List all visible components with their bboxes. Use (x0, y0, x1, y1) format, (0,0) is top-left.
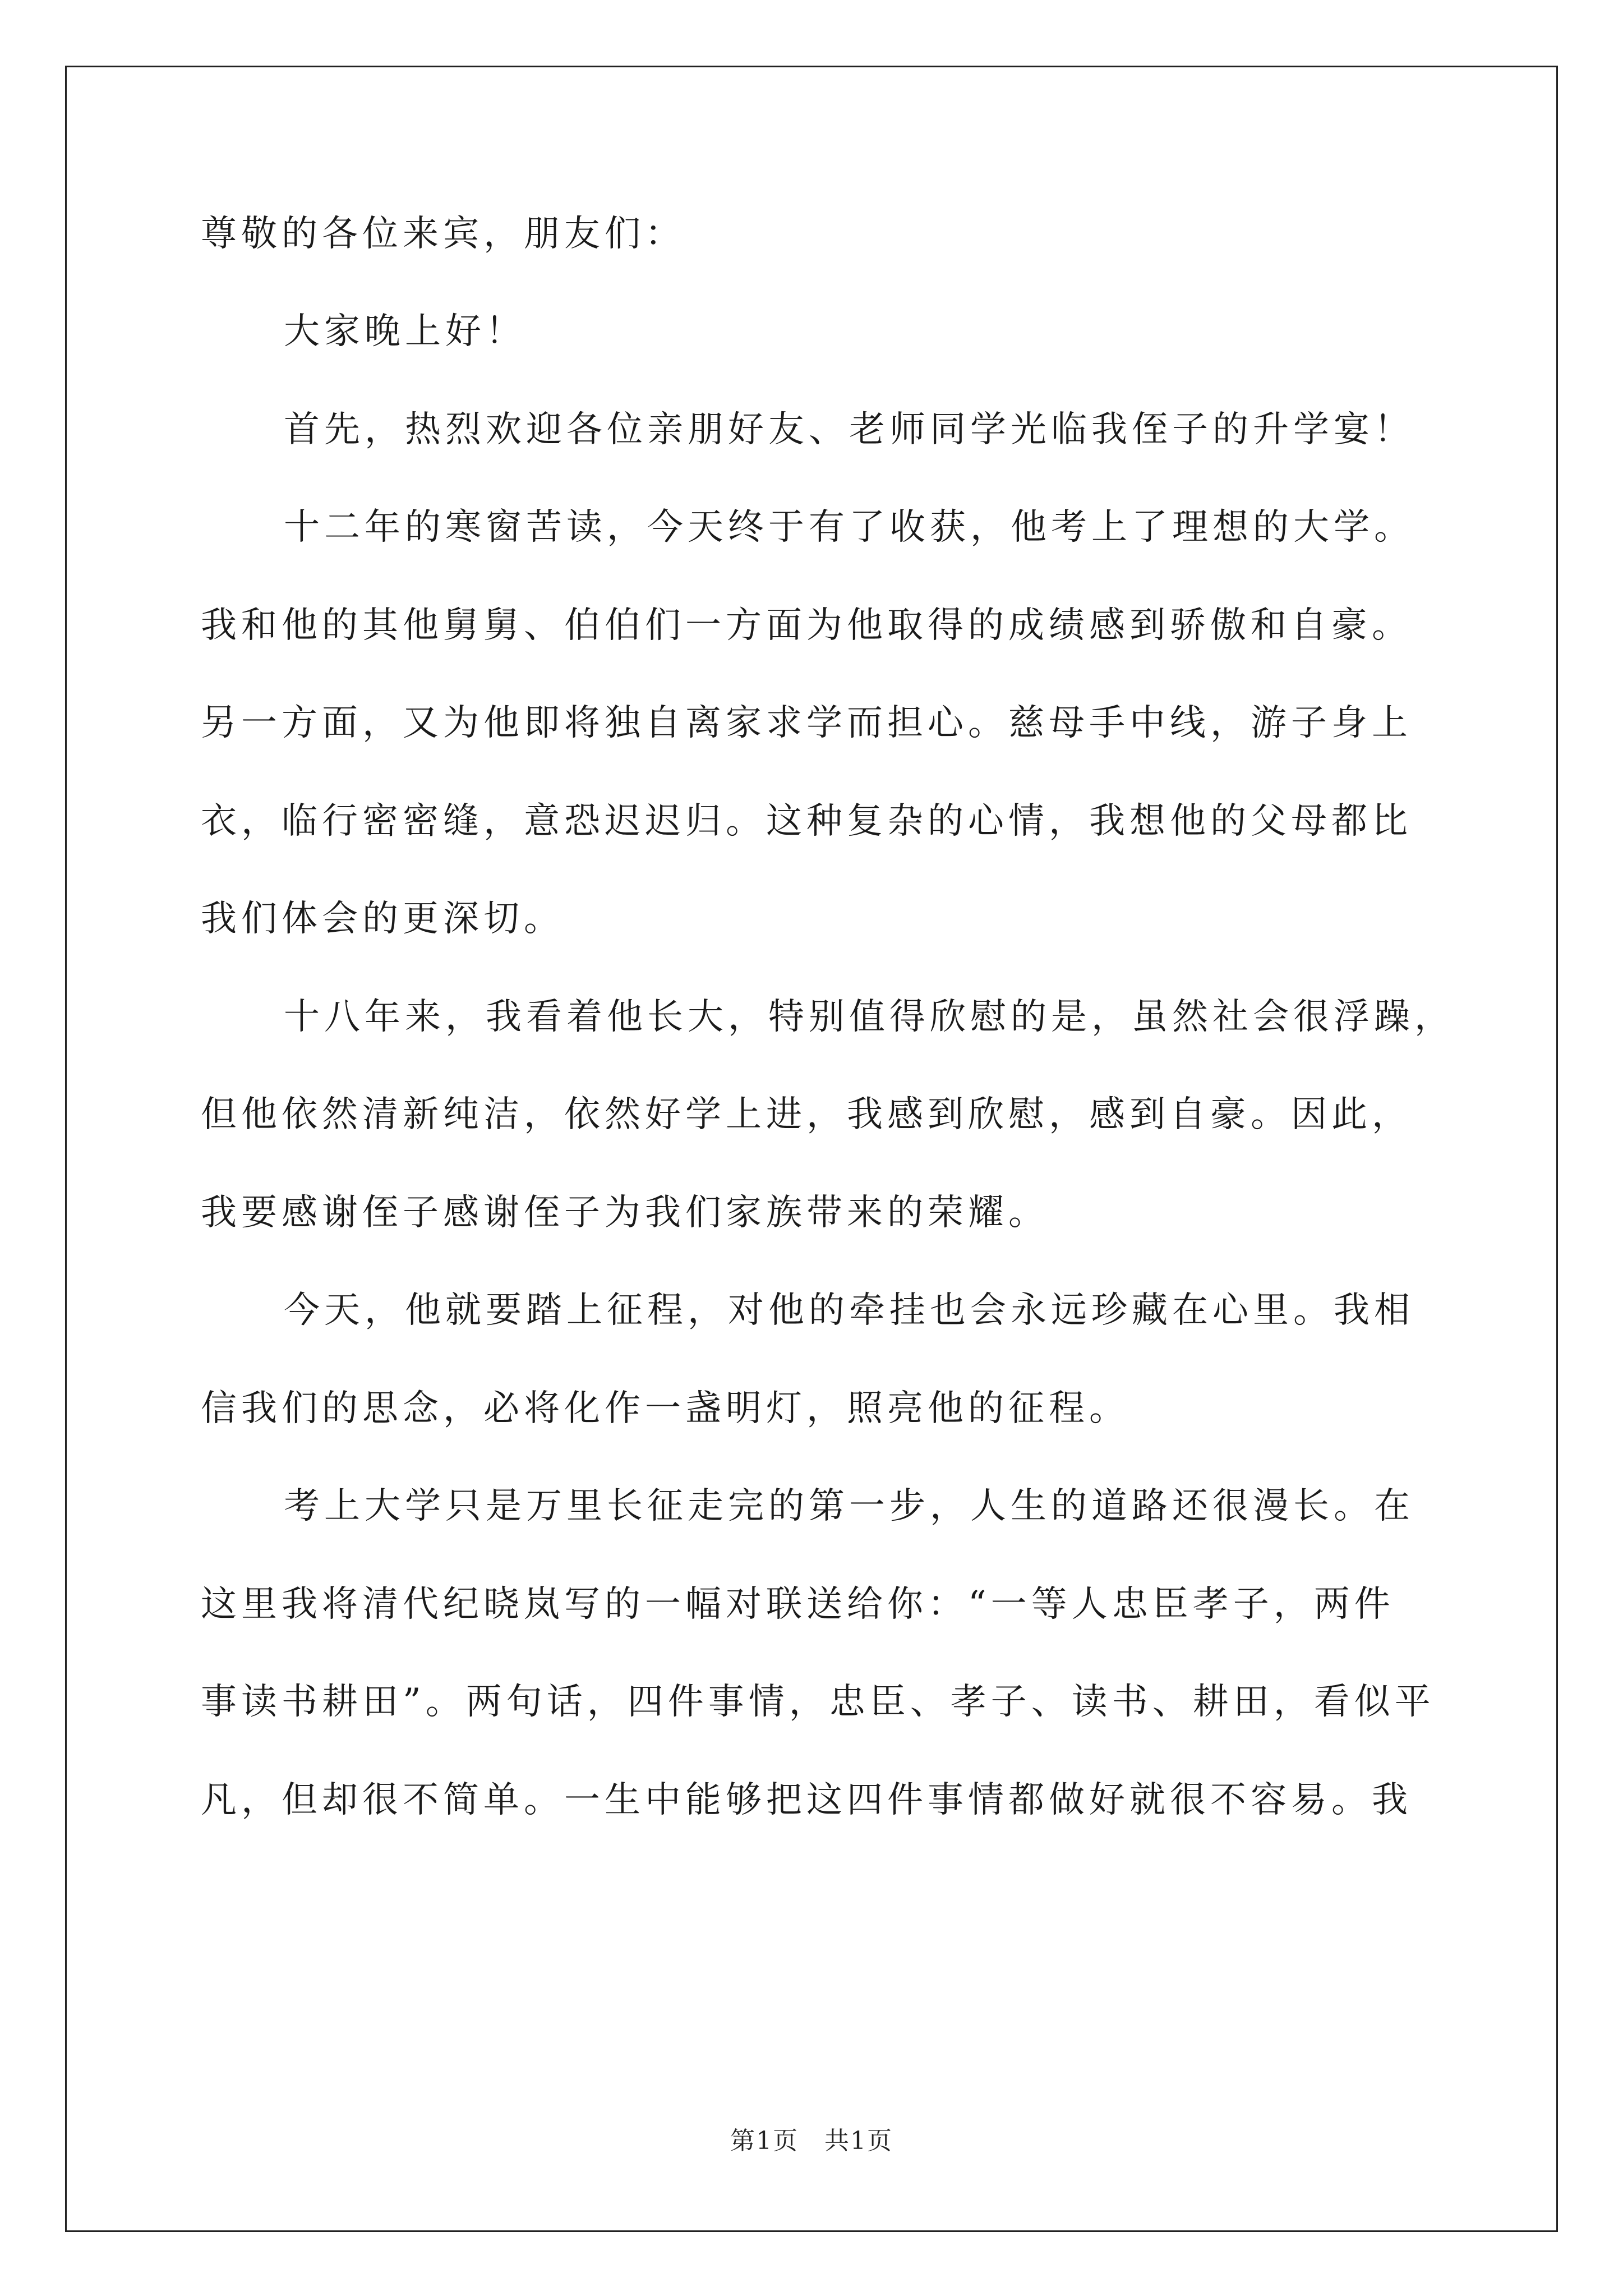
text-line: 另一方面，又为他即将独自离家求学而担心。慈母手中线，游子身上 (201, 702, 1412, 744)
page-number-current: 第1页 (730, 2127, 799, 2155)
page-footer (0, 2124, 1623, 2158)
text-line: 这里我将清代纪晓岚写的一幅对联送给你：“一等人忠臣孝子，两件 (201, 1584, 1395, 1625)
text-line: 凡，但却很不简单。一生中能够把这四件事情都做好就很不容易。我 (201, 1779, 1412, 1821)
text-line: 十二年的寒窗苦读，今天终于有了收获，他考上了理想的大学。 (284, 507, 1414, 548)
page-frame (65, 66, 1558, 2232)
page-number-total: 共1页 (824, 2127, 893, 2155)
text-line: 事读书耕田”。两句话，四件事情，忠臣、孝子、读书、耕田，看似平 (201, 1681, 1435, 1723)
text-line: 信我们的思念，必将化作一盏明灯，照亮他的征程。 (201, 1388, 1129, 1429)
text-line: 首先，热烈欢迎各位亲朋好友、老师同学光临我侄子的升学宴！ (284, 409, 1414, 450)
text-line: 尊敬的各位来宾，朋友们： (201, 213, 685, 255)
text-line: 但他依然清新纯洁，依然好学上进，我感到欣慰，感到自豪。因此， (201, 1094, 1412, 1135)
text-line: 十八年来，我看着他长大，特别值得欣慰的是，虽然社会很浮躁， (284, 996, 1455, 1038)
text-line: 大家晚上好！ (284, 311, 526, 352)
text-line: 考上大学只是万里长征走完的第一步，人生的道路还很漫长。在 (284, 1485, 1414, 1527)
text-line: 我们体会的更深切。 (201, 898, 564, 940)
text-line: 衣，临行密密缝，意恐迟迟归。这种复杂的心情，我想他的父母都比 (201, 800, 1412, 842)
text-line: 我要感谢侄子感谢侄子为我们家族带来的荣耀。 (201, 1192, 1049, 1234)
text-line: 我和他的其他舅舅、伯伯们一方面为他取得的成绩感到骄傲和自豪。 (201, 605, 1412, 646)
text-line: 今天，他就要踏上征程，对他的牵挂也会永远珍藏在心里。我相 (284, 1290, 1414, 1331)
